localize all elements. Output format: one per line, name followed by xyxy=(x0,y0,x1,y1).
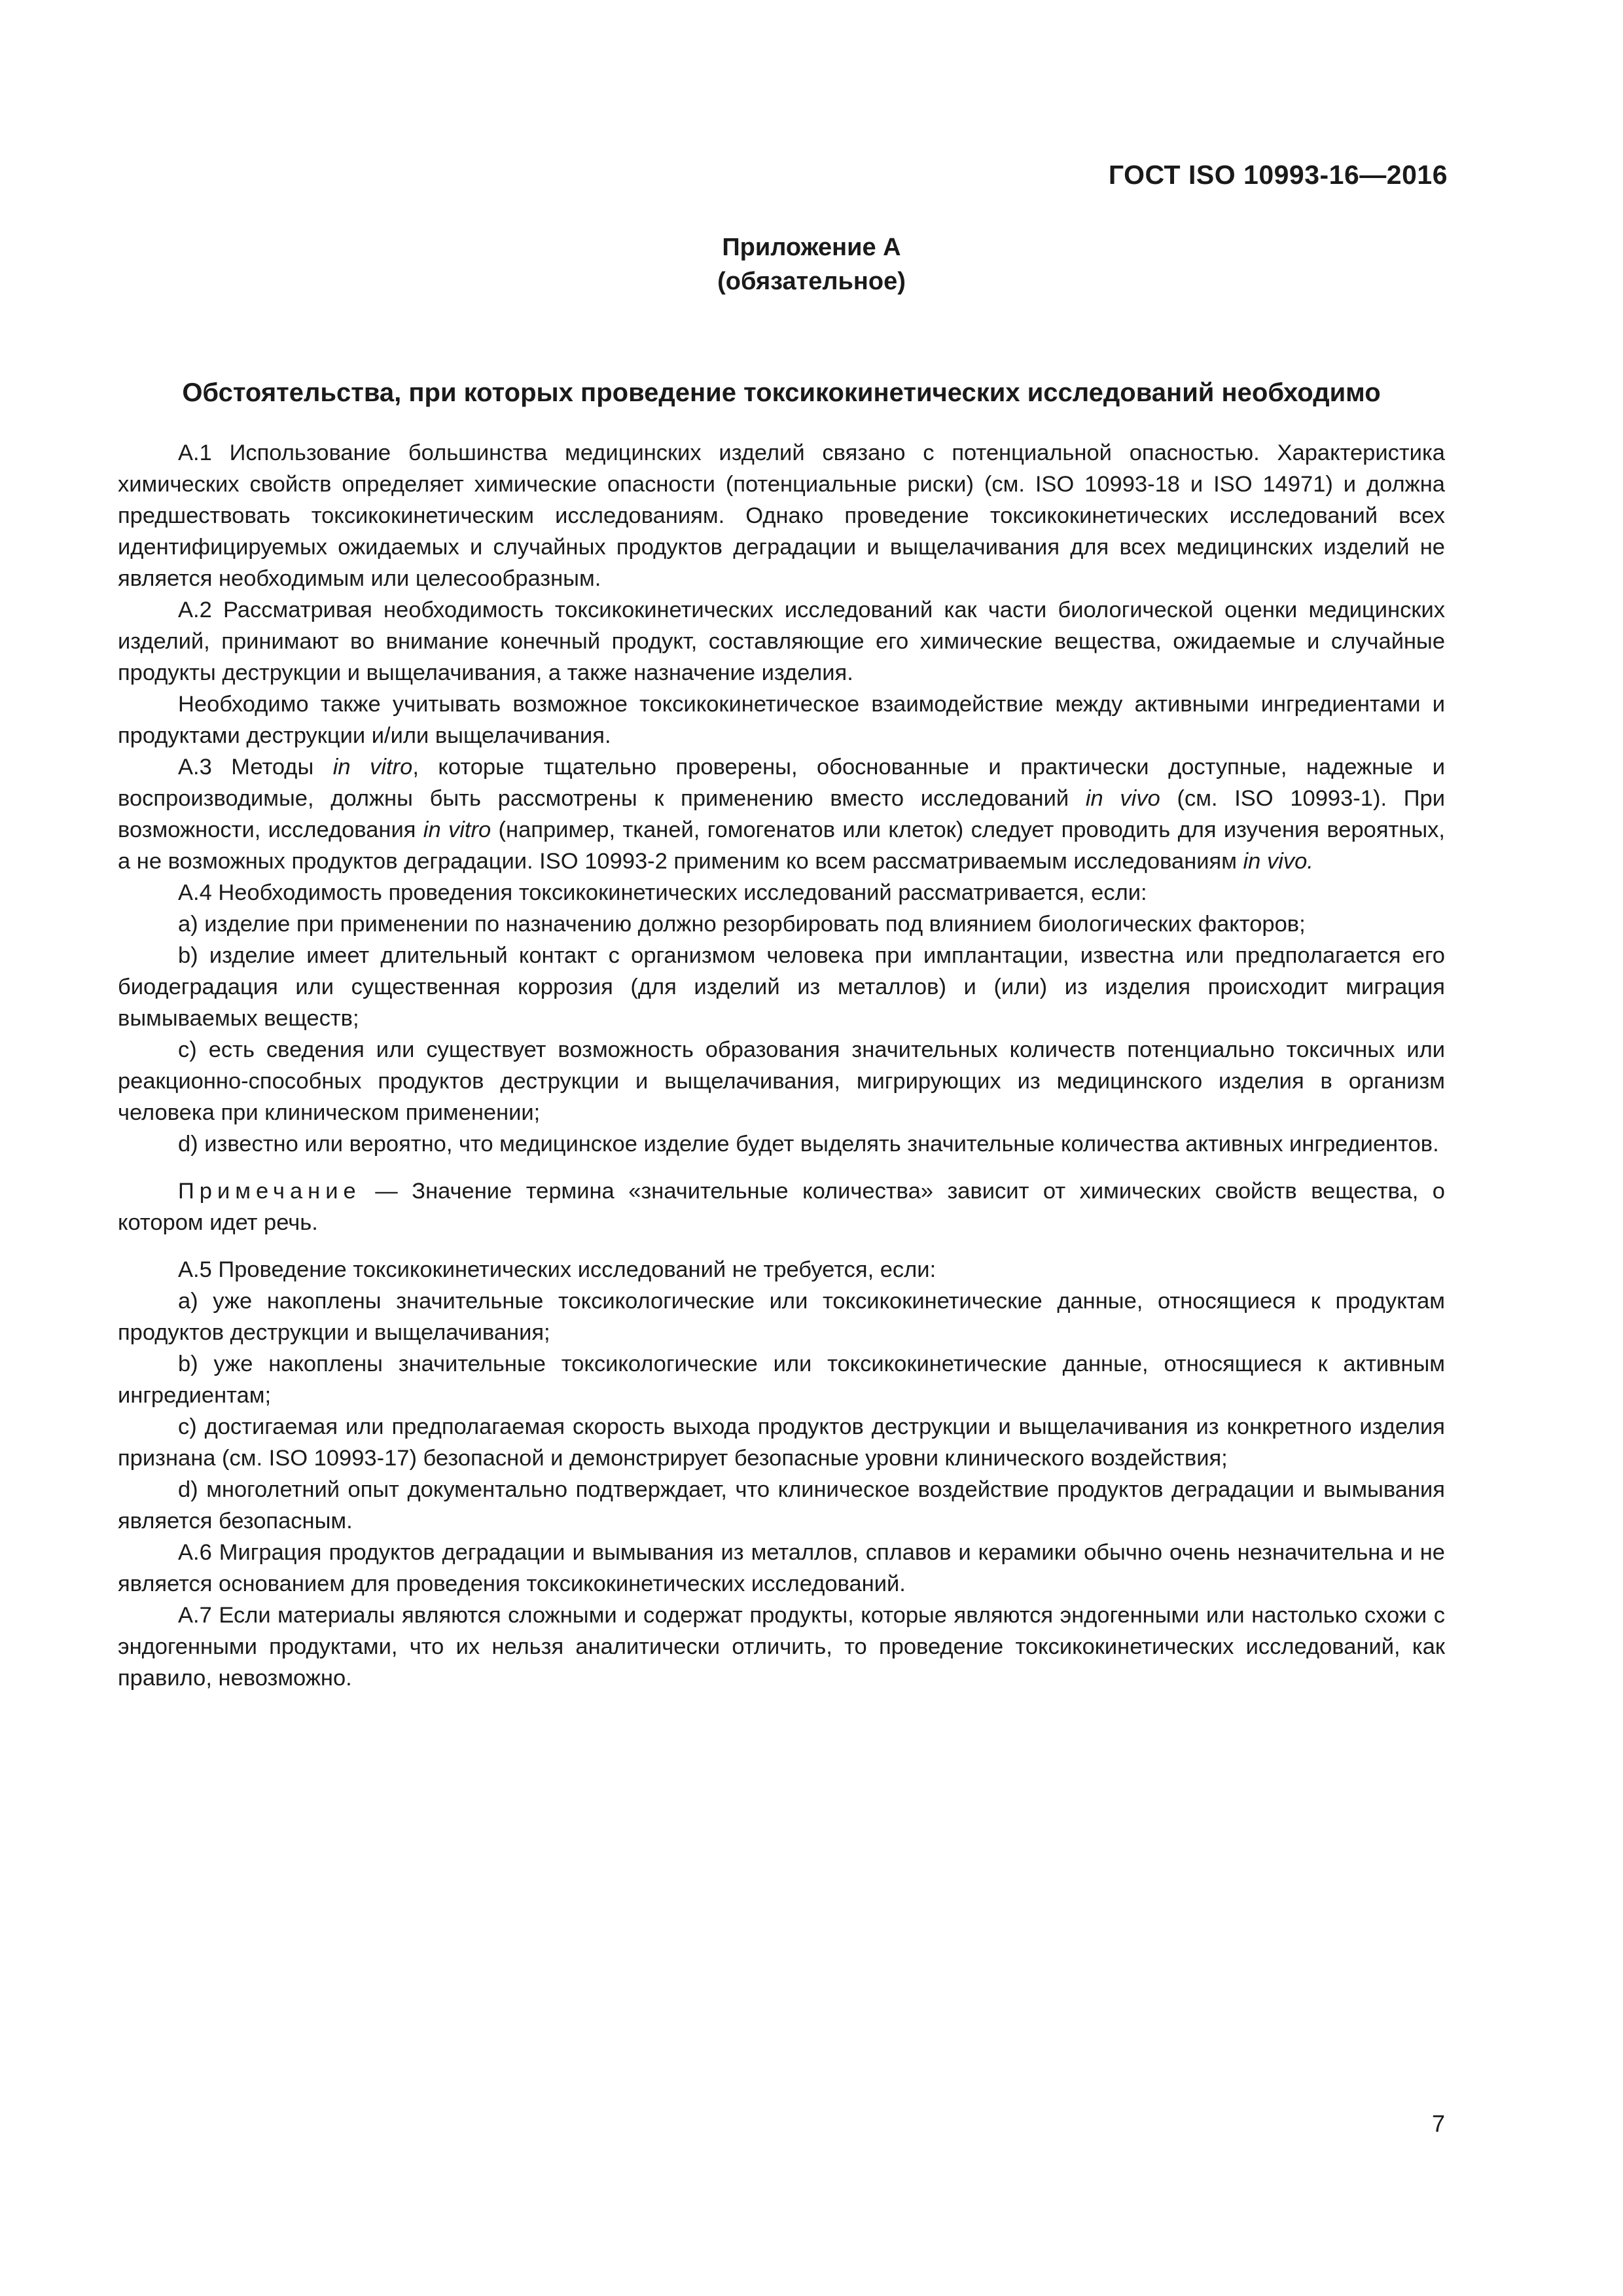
clause-a5: А.5 Проведение токсикокинетических исследований не требуется, если: xyxy=(178,1257,936,1282)
clause-a4: А.4 Необходимость проведения токсикокинетических исследований рассматривается, если: xyxy=(178,880,1147,905)
clause-a3-italic: in vivo. xyxy=(1243,849,1313,874)
note-text: — Значение термина «значительные количества» зависит от химических свойств вещества, о котором идет речь. xyxy=(118,1179,1445,1235)
clause-a3-text: (см. ISO 10993-1). При возможности, исследования xyxy=(118,786,1445,842)
clause-a3-text: , которые тщательно проверены, обоснованные и практически доступные, надежные и воспроизводимые, должны быть рассмотрены к применению вместо исследований xyxy=(118,755,1445,811)
clause-a5-item-c: c) достигаемая или предполагаемая скорость выхода продуктов деструкции и выщелачивания из конкретного изделия признана (см. ISO 10993-17) безопасной и демонстрирует безопасные уровни клинического воздействия; xyxy=(118,1414,1445,1471)
clause-a7: А.7 Если материалы являются сложными и содержат продукты, которые являются эндогенными или настолько схожи с эндогенными продуктами, что их нельзя аналитически отличить, то проведение токсикокинетических исследований, как правило, невозможно. xyxy=(118,1603,1445,1691)
annex-status: (обязательное) xyxy=(717,268,906,295)
clause-a5-item-a: a) уже накоплены значительные токсикологические или токсикокинетические данные, относящиеся к продуктам продуктов деструкции и выщелачивания; xyxy=(118,1289,1445,1345)
clause-a3-text: (например, тканей, гомогенатов или клеток) следует проводить для изучения вероятных, а не возможных продуктов деградации. ISO 10993-2 применим ко всем рассматриваемым исследованиям xyxy=(118,817,1445,874)
note-label: Примечание xyxy=(178,1179,361,1204)
annex-body xyxy=(118,437,1445,1694)
clause-a4-item-d: d) известно или вероятно, что медицинское изделие будет выделять значительные количества активных ингредиентов. xyxy=(178,1132,1439,1157)
annex-heading xyxy=(0,230,1623,298)
clause-a3 xyxy=(118,751,1445,877)
page-number: 7 xyxy=(1431,2110,1445,2137)
clause-a5-item-b: b) уже накоплены значительные токсикологические или токсикокинетические данные, относящиеся к активным ингредиентам; xyxy=(118,1352,1445,1408)
clause-a5-item-d: d) многолетний опыт документально подтверждает, что клиническое воздействие продуктов деградации и вымывания является безопасным. xyxy=(118,1477,1445,1534)
clause-a4-item-b: b) изделие имеет длительный контакт с организмом человека при имплантации, известна или предполагается его биодеградация или существенная коррозия (для изделий из металлов) и (или) из изделия происходит миграция вымываемых веществ; xyxy=(118,943,1445,1031)
clause-a3-text: А.3 Методы xyxy=(178,755,333,780)
clause-a3-italic: in vitro xyxy=(332,755,413,780)
annex-title: Обстоятельства, при которых проведение токсикокинетических исследований необходимо xyxy=(182,378,1381,407)
document-code: ГОСТ ISO 10993-16—2016 xyxy=(1108,160,1448,190)
annex-label: Приложение А xyxy=(722,234,901,261)
clause-a3-italic: in vitro xyxy=(423,817,491,842)
clause-a2: А.2 Рассматривая необходимость токсикокинетических исследований как части биологической оценки медицинских изделий, принимают во внимание конечный продукт, составляющие его химические вещества, ожидаемые и случайные продукты деструкции и выщелачивания, а также назначение изделия. xyxy=(118,598,1445,685)
note xyxy=(118,1175,1445,1238)
clause-a3-italic: in vivo xyxy=(1085,786,1160,811)
clause-a4-item-a: a) изделие при применении по назначению должно резорбировать под влиянием биологических факторов; xyxy=(178,912,1306,937)
clause-a6: А.6 Миграция продуктов деградации и вымывания из металлов, сплавов и керамики обычно очень незначительна и не является основанием для проведения токсикокинетических исследований. xyxy=(118,1540,1445,1596)
clause-a2-extra: Необходимо также учитывать возможное токсикокинетическое взаимодействие между активными ингредиентами и продуктами деструкции и/или выщелачивания. xyxy=(118,692,1445,748)
clause-a4-item-c: c) есть сведения или существует возможность образования значительных количеств потенциально токсичных или реакционно-способных продуктов деструкции и выщелачивания, мигрирующих из медицинского изделия в организм человека при клиническом применении; xyxy=(118,1037,1445,1125)
clause-a1: А.1 Использование большинства медицинских изделий связано с потенциальной опасностью. Характеристика химических свойств определяет химические опасности (потенциальные риски) (см. ISO 10993-18 и ISO 14971) и должна предшествовать токсикокинетическим исследованиям. Однако проведение токсикокинетических исследований всех идентифицируемых ожидаемых и случайных продуктов деградации и выщелачивания для всех медицинских изделий не является необходимым или целесообразным. xyxy=(118,440,1445,591)
